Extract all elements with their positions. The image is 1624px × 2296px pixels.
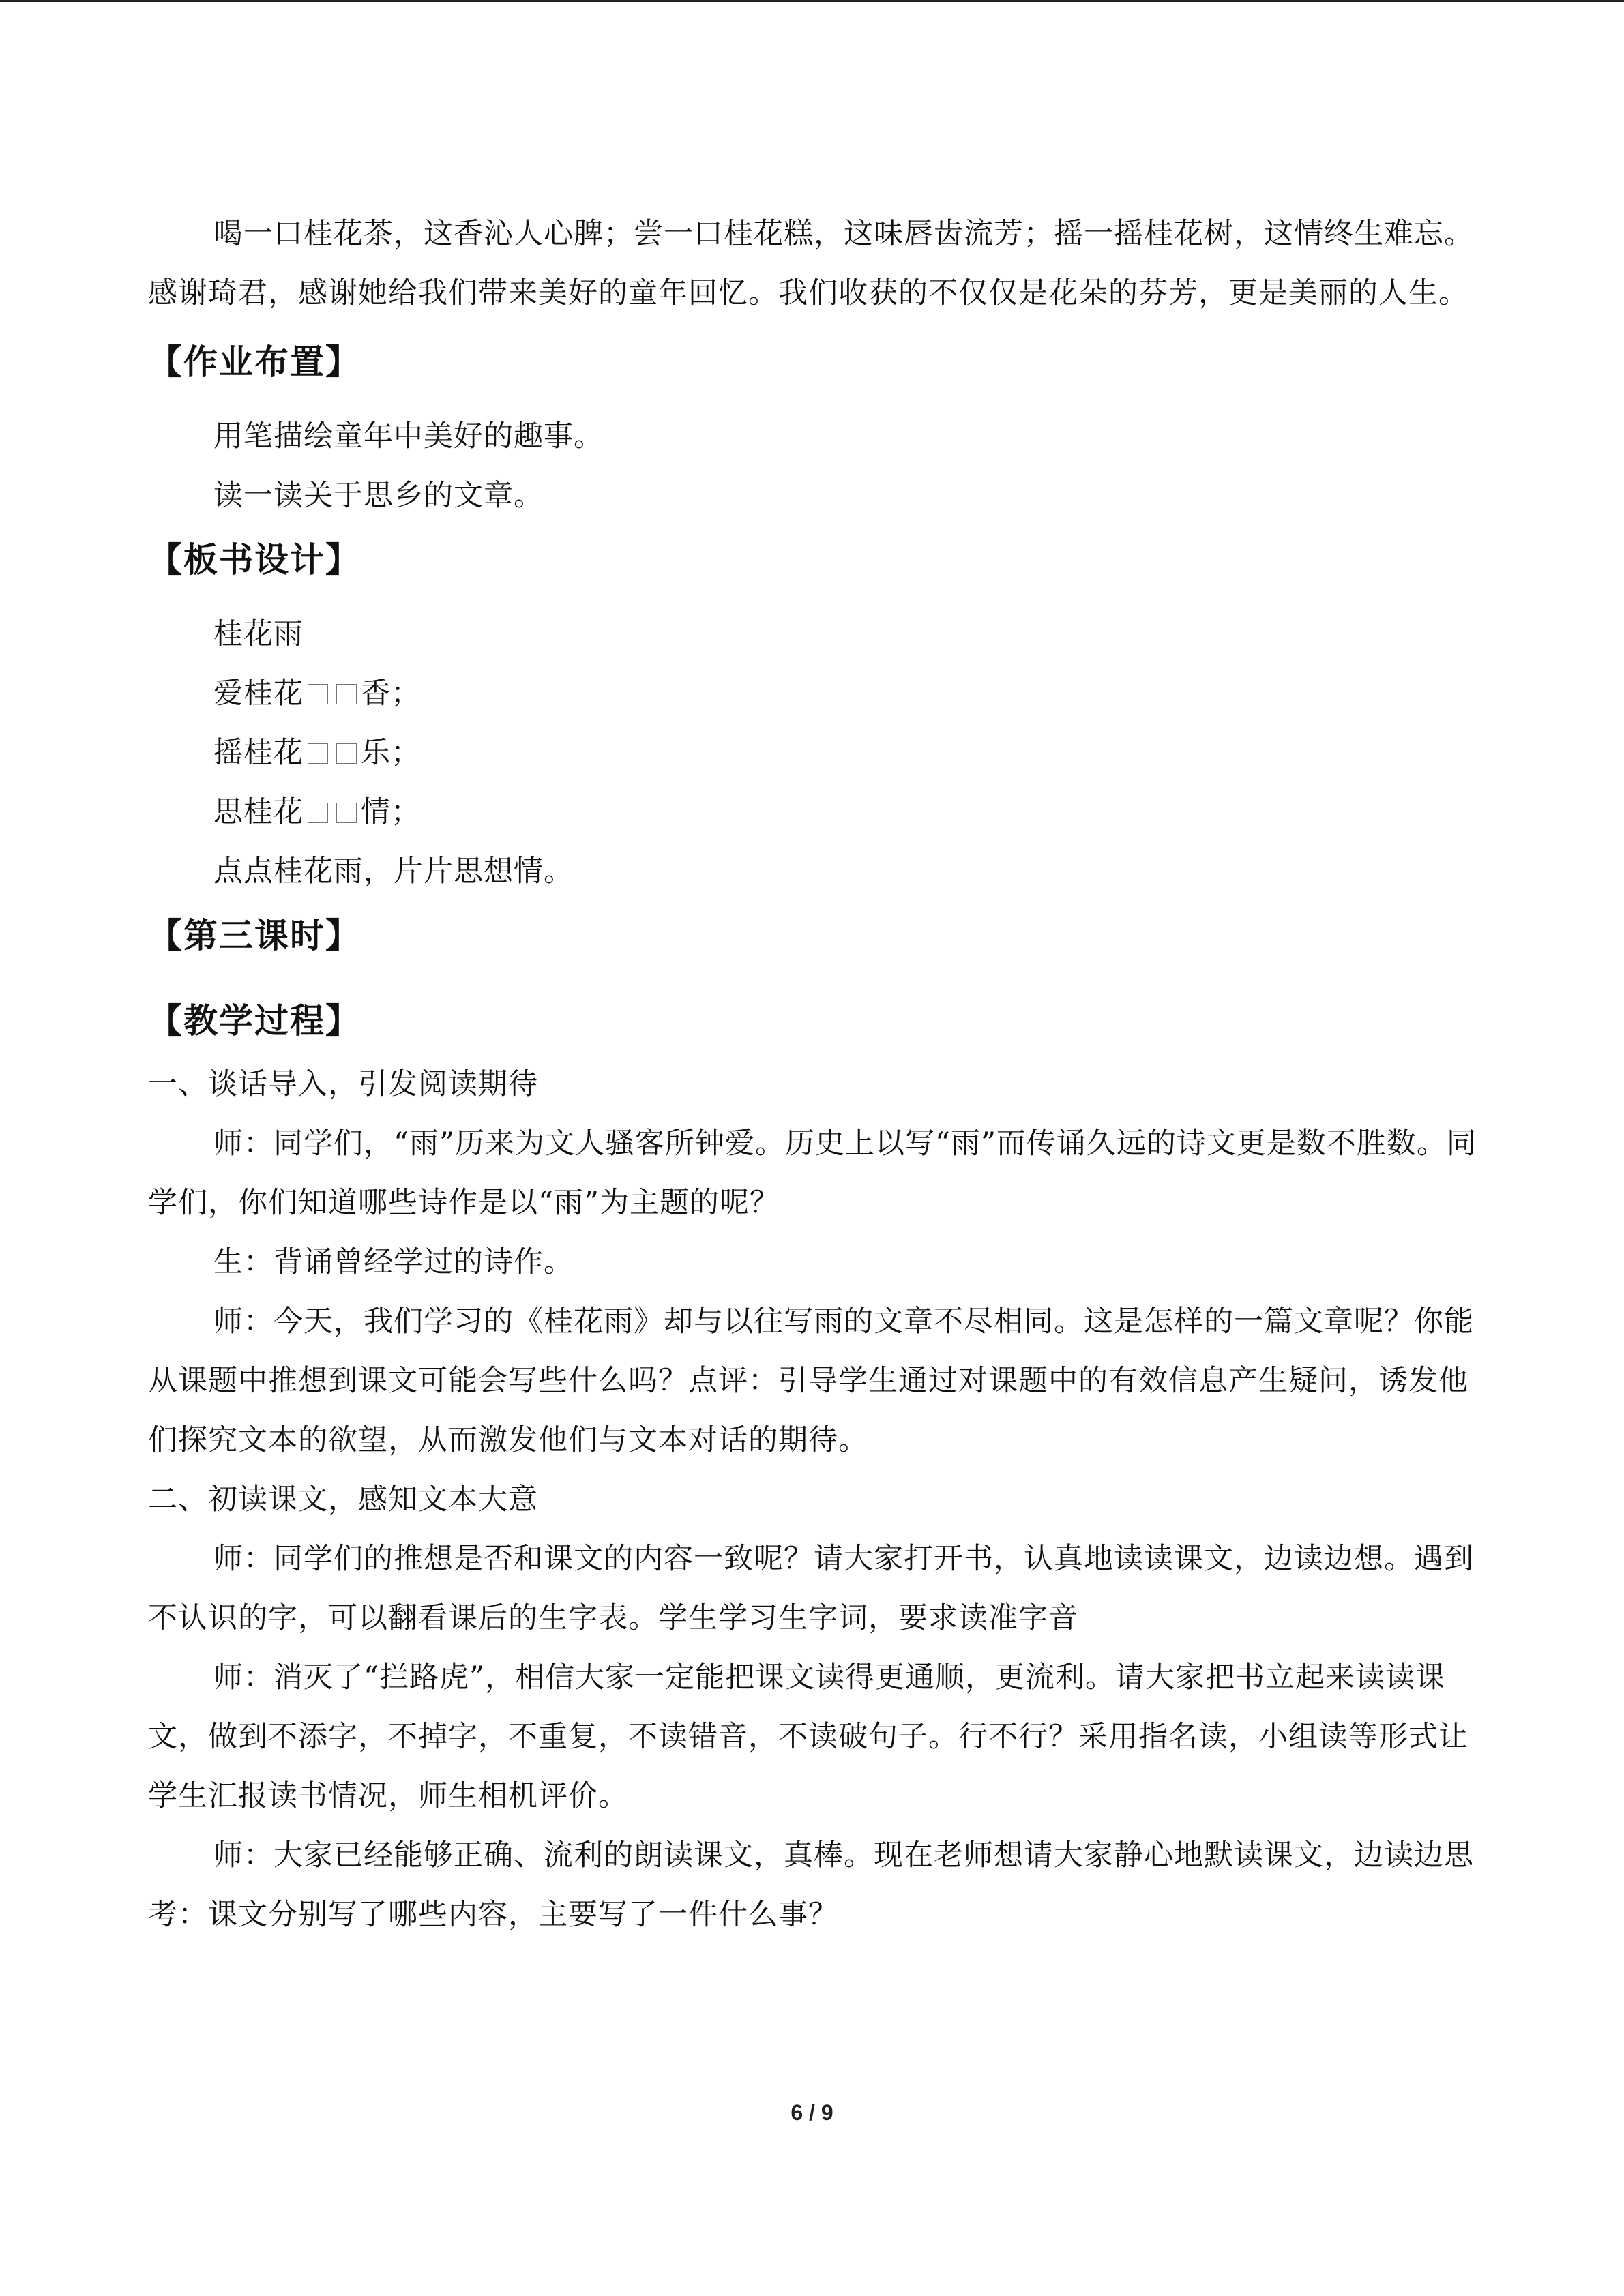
process-paragraph: 师：消灭了“拦路虎”，相信大家一定能把课文读得更通顺，更流利。请大家把书立起来读读课文，做到不添字，不掉字，不重复，不读错音，不读破句子。行不行？采用指名读，小组读等形式让学生汇报读书情况，师生相机评价。 bbox=[148, 1660, 1468, 1813]
board-line bbox=[148, 724, 1481, 783]
board-line-prefix: 摇桂花 bbox=[213, 736, 304, 770]
section-title: 二、初读课文，感知文本大意 bbox=[148, 1482, 538, 1517]
document-body bbox=[148, 205, 1481, 1945]
blank-box bbox=[308, 743, 328, 764]
board-title: 桂花雨 bbox=[213, 617, 304, 651]
board-line-suffix: 香； bbox=[361, 676, 421, 711]
board-line-prefix: 思桂花 bbox=[213, 795, 304, 829]
homework-item: 读一读关于思乡的文章。 bbox=[213, 479, 544, 513]
section-title: 一、谈话导入，引发阅读期待 bbox=[148, 1067, 538, 1101]
process-paragraph: 师：大家已经能够正确、流利的朗读课文，真棒。现在老师想请大家静心地默读课文，边读边思考：课文分别写了哪些内容，主要写了一件什么事？ bbox=[148, 1838, 1474, 1932]
blank-box bbox=[336, 803, 357, 823]
blank-box bbox=[336, 743, 357, 764]
board-line bbox=[148, 664, 1481, 724]
blank-box bbox=[336, 684, 357, 704]
process-paragraph: 师：同学们，“雨”历来为文人骚客所钟爱。历史上以写“雨”而传诵久远的诗文更是数不胜数。同学们，你们知道哪些诗作是以“雨”为主题的呢？ bbox=[148, 1127, 1477, 1220]
page-top-border bbox=[0, 0, 1624, 2]
process-paragraph: 师：同学们的推想是否和课文的内容一致呢？请大家打开书，认真地读读课文，边读边想。遇到不认识的字，可以翻看课后的生字表。学生学习生字词，要求读准字音 bbox=[148, 1542, 1474, 1635]
page-number: 6 / 9 bbox=[791, 2100, 833, 2125]
blank-box bbox=[308, 803, 328, 823]
blank-box bbox=[308, 684, 328, 704]
heading-board-design: 【板书设计】 bbox=[148, 540, 361, 580]
heading-teaching-process: 【教学过程】 bbox=[148, 1001, 361, 1041]
process-paragraph: 生：背诵曾经学过的诗作。 bbox=[213, 1245, 574, 1279]
board-line-suffix: 情； bbox=[361, 795, 421, 829]
process-paragraph: 师：今天，我们学习的《桂花雨》却与以往写雨的文章不尽相同。这是怎样的一篇文章呢？你能从课题中推想到课文可能会写些什么吗？点评：引导学生通过对课题中的有效信息产生疑问，诱发他们探究文本的欲望，从而激发他们与文本对话的期待。 bbox=[148, 1304, 1474, 1457]
heading-homework: 【作业布置】 bbox=[148, 342, 361, 382]
homework-item: 用笔描绘童年中美好的趣事。 bbox=[213, 419, 604, 453]
heading-lesson-3: 【第三课时】 bbox=[148, 916, 361, 955]
intro-paragraph: 喝一口桂花茶，这香沁人心脾；尝一口桂花糕，这味唇齿流芳；摇一摇桂花树，这情终生难忘。感谢琦君，感谢她给我们带来美好的童年回忆。我们收获的不仅仅是花朵的芬芳，更是美丽的人生。 bbox=[148, 217, 1474, 310]
board-closing: 点点桂花雨，片片思想情。 bbox=[213, 854, 574, 889]
board-line bbox=[148, 783, 1481, 842]
board-line-prefix: 爱桂花 bbox=[213, 676, 304, 711]
board-line-suffix: 乐； bbox=[361, 736, 421, 770]
